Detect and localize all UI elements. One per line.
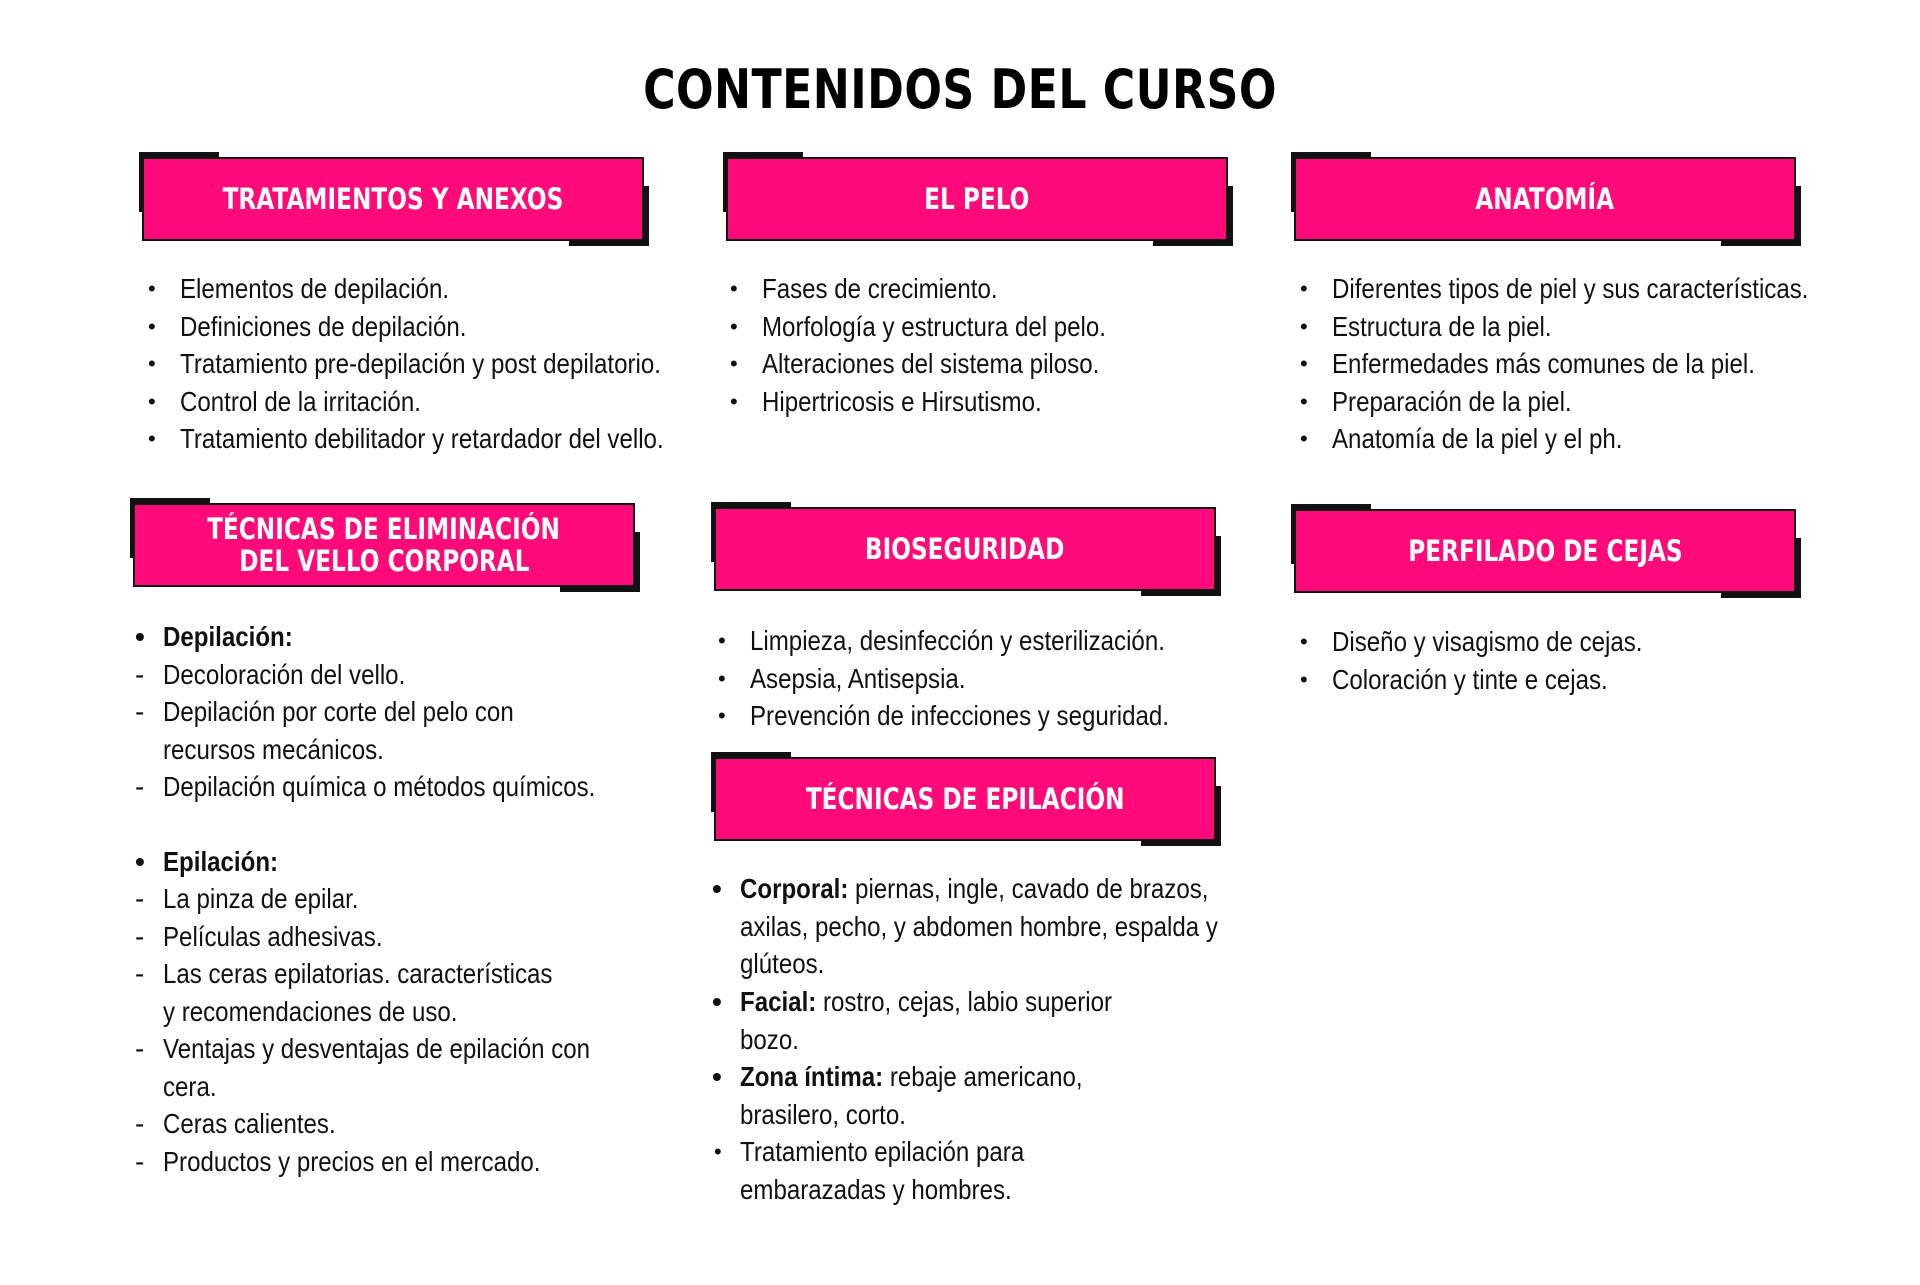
page-title: CONTENIDOS DEL CURSO [643, 58, 1277, 121]
list-item: • Morfología y estructura del pelo. [730, 310, 1106, 342]
list-tecnicas-eliminacion [133, 618, 693, 1180]
list-item: • Tratamiento pre-depilación y post depilatorio. [148, 348, 661, 379]
section-header-label: ANATOMÍA [1475, 182, 1615, 216]
list-item: • Limpieza, desinfección y esterilización. [718, 625, 1165, 656]
list-item: - Productos y precios en el mercado. [135, 1145, 541, 1177]
list-item: • Corporal: piernas, ingle, cavado de brazos, axilas, pecho, y abdomen hombre, espalda y glúteos. [712, 873, 1218, 979]
list-tratamientos [140, 270, 742, 458]
list-item: - Decoloración del vello. [135, 658, 406, 690]
list-item: • Estructura de la piel. [1300, 310, 1552, 342]
list-pelo [722, 270, 1162, 420]
list-cejas [1292, 623, 1693, 698]
list-item: • Coloración y tinte e cejas. [1300, 663, 1608, 695]
list-item: • Definiciones de depilación. [148, 310, 467, 342]
list-item: - Depilación química o métodos químicos. [135, 771, 596, 802]
list-item: • Elementos de depilación. [148, 273, 450, 304]
list-item: • Anatomía de la piel y el ph. [1300, 423, 1623, 454]
list-item: • Zona íntima: rebaje americano, brasilero, corto. [712, 1061, 1083, 1130]
section-header-label-line2: DEL VELLO CORPORAL [238, 544, 530, 578]
list-item: • Prevención de infecciones y seguridad. [718, 700, 1169, 731]
list-anatomia [1292, 270, 1886, 458]
list-subheading: • Depilación: [135, 621, 293, 652]
section-header-label-line1: TÉCNICAS DE ELIMINACIÓN [207, 512, 561, 546]
list-item: • Alteraciones del sistema piloso. [730, 348, 1100, 379]
list-bioseguridad [710, 622, 1237, 735]
list-item: • Preparación de la piel. [1300, 385, 1572, 417]
section-header-label: TRATAMIENTOS Y ANEXOS [222, 182, 564, 216]
section-header-label: EL PELO [924, 182, 1030, 216]
list-item: • Tratamiento debilitador y retardador del vello. [148, 423, 664, 454]
list-subheading: • Epilación: [135, 845, 279, 877]
list-item: • Hipertricosis e Hirsutismo. [730, 385, 1042, 417]
section-header-pelo [726, 157, 1228, 241]
list-item: • Enfermedades más comunes de la piel. [1300, 348, 1755, 379]
section-header-bioseguridad [714, 507, 1216, 591]
list-item: - Las ceras epilatorias. características y recomendaciones de uso. [135, 958, 553, 1027]
list-item: • Control de la irritación. [148, 385, 421, 417]
section-header-label: TÉCNICAS DE EPILACIÓN [805, 782, 1125, 816]
list-item: • Facial: rostro, cejas, labio superior bozo. [712, 986, 1113, 1055]
list-item: - Películas adhesivas. [135, 920, 383, 952]
list-item: • Diseño y visagismo de cejas. [1300, 626, 1643, 657]
list-item: • Tratamiento epilación para embarazadas y hombres. [714, 1136, 1025, 1205]
section-header-tecnicas-epilacion [714, 757, 1216, 841]
section-header-cejas [1294, 509, 1796, 593]
section-header-tratamientos [142, 157, 644, 241]
list-item: - Depilación por corte del pelo con recursos mecánicos. [135, 696, 514, 765]
list-item: - Ceras calientes. [135, 1108, 336, 1139]
list-item: • Diferentes tipos de piel y sus características. [1300, 273, 1809, 304]
section-header-label: BIOSEGURIDAD [865, 532, 1065, 566]
section-header-label: PERFILADO DE CEJAS [1407, 534, 1683, 568]
list-item: - Ventajas y desventajas de epilación con cera. [135, 1033, 591, 1102]
list-item: • Fases de crecimiento. [730, 273, 998, 304]
section-header-tecnicas-eliminacion [133, 503, 635, 587]
list-item: • Asepsia, Antisepsia. [718, 662, 966, 694]
list-tecnicas-epilacion [710, 870, 1230, 1208]
list-item: - La pinza de epilar. [135, 883, 359, 914]
section-header-anatomia [1294, 157, 1796, 241]
